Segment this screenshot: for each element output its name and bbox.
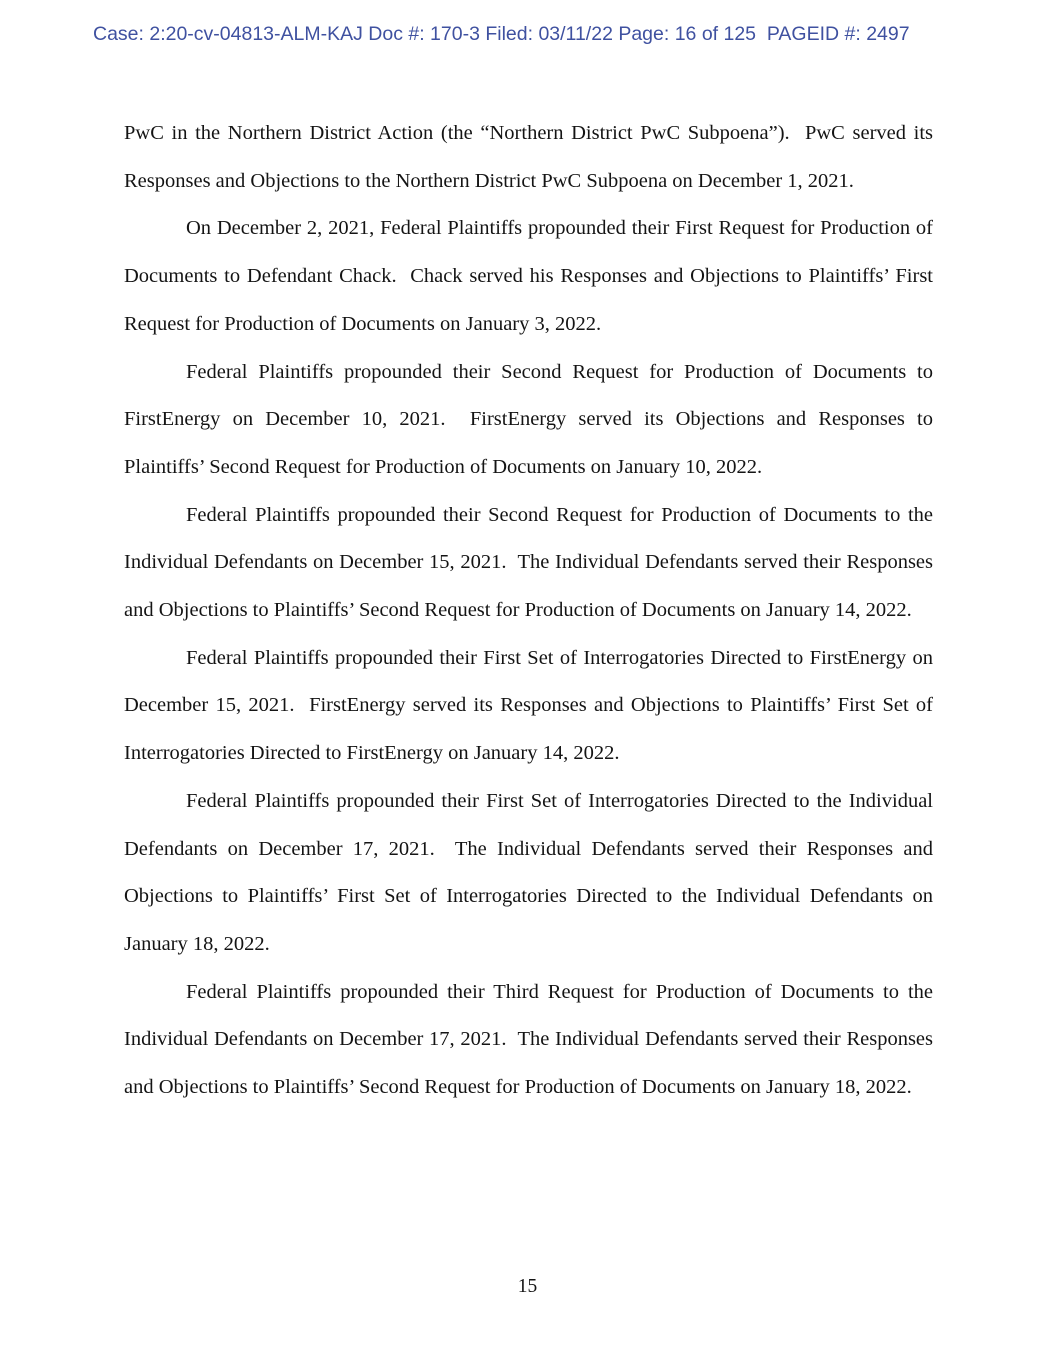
- document-body: [124, 110, 939, 1112]
- ecf-case-stamp: Case: 2:20-cv-04813-ALM-KAJ Doc #: 170-3 Filed: 03/11/22 Page: 16 of 125 PAGEID #: 2497: [93, 23, 910, 45]
- paragraph: Federal Plaintiffs propounded their First Set of Interrogatories Directed to the Individual Defendants on December 17, 2021. The Individual Defendants served their Responses and Objections to Plaintiffs’ First Set of Interrogatories Directed to the Individual Defendants on January 18, 2022.: [124, 789, 939, 955]
- paragraph: Federal Plaintiffs propounded their Third Request for Production of Documents to the Individual Defendants on December 17, 2021. The Individual Defendants served their Responses and Objections to Plaintiffs’ Second Request for Production of Documents on January 18, 2022.: [124, 980, 939, 1099]
- paragraph: On December 2, 2021, Federal Plaintiffs propounded their First Request for Production of Documents to Defendant Chack. Chack served his Responses and Objections to Plaintiffs’ First Request for Production of Documents on January 3, 2022.: [124, 217, 939, 335]
- paragraph: Federal Plaintiffs propounded their Second Request for Production of Documents to FirstEnergy on December 10, 2021. FirstEnergy served its Objections and Responses to Plaintiffs’ Second Request for Production of Documents on January 10, 2022.: [124, 360, 939, 478]
- page-number: 15: [517, 1276, 538, 1297]
- paragraph: Federal Plaintiffs propounded their Second Request for Production of Documents to the Individual Defendants on December 15, 2021. The Individual Defendants served their Responses and Objections to Plaintiffs’ Second Request for Production of Documents on January 14, 2022.: [124, 503, 939, 622]
- paragraph: Federal Plaintiffs propounded their First Set of Interrogatories Directed to FirstEnergy on December 15, 2021. FirstEnergy served its Responses and Objections to Plaintiffs’ First Set of Interrogatories Directed to FirstEnergy on January 14, 2022.: [124, 646, 939, 765]
- paragraph: PwC in the Northern District Action (the “Northern District PwC Subpoena”). PwC served its Responses and Objections to the Northern District PwC Subpoena on December 1, 2021.: [124, 122, 939, 192]
